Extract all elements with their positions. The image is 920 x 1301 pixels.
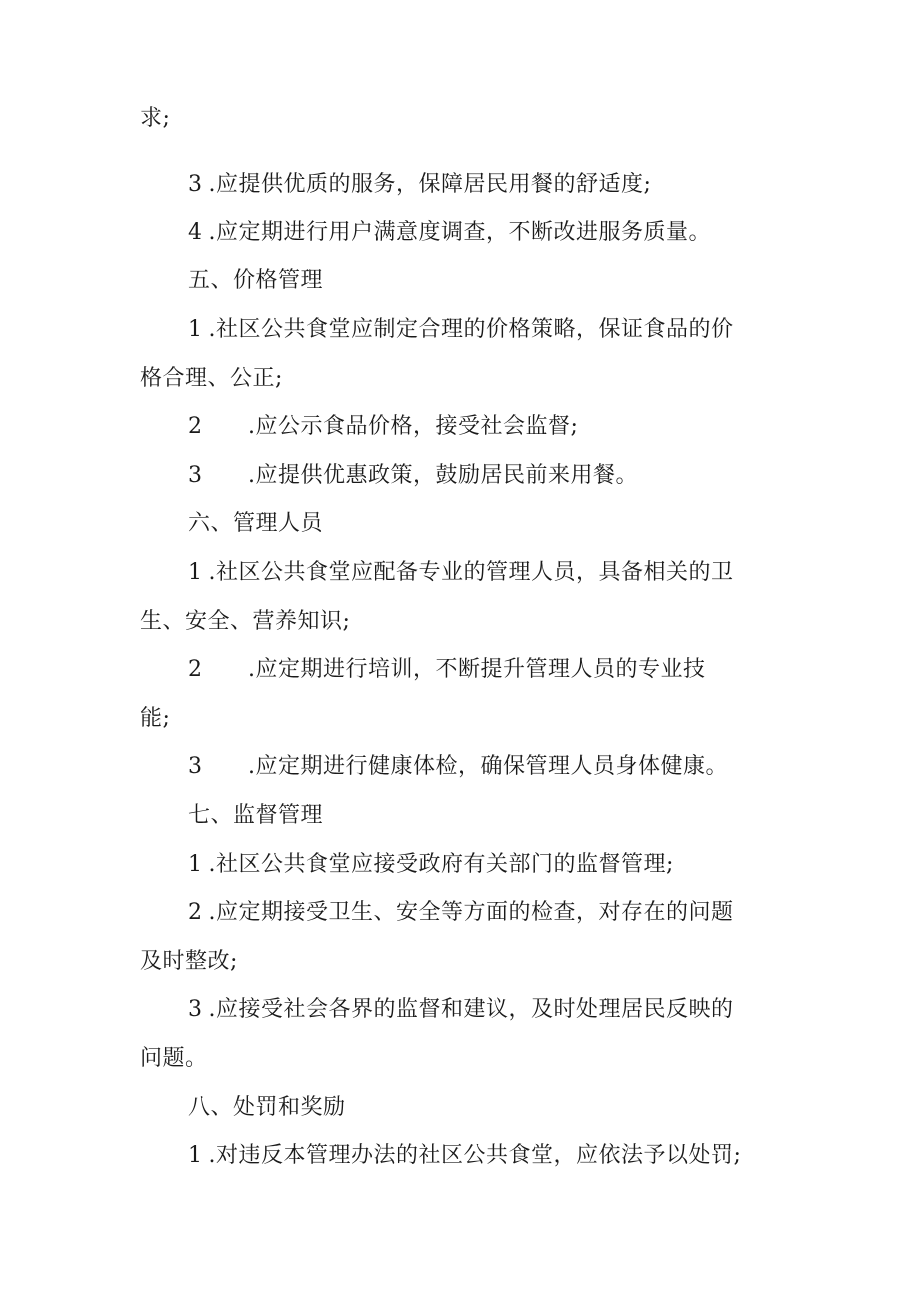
list-item — [188, 412, 790, 442]
item-number: 2 — [188, 414, 203, 439]
line-text: 求; — [140, 106, 171, 131]
paragraph-line — [140, 364, 790, 394]
item-number: 1 — [188, 852, 203, 877]
item-text: .应定期进行用户满意度调查，不断改进服务质量。 — [208, 220, 711, 245]
item-number: 1 — [188, 1143, 203, 1168]
section-heading — [188, 1093, 790, 1123]
paragraph-line — [140, 607, 790, 637]
item-number: 4 — [188, 220, 203, 245]
item-text: .对违反本管理办法的社区公共食堂，应依法予以处罚; — [208, 1143, 742, 1168]
item-text: .应公示食品价格，接受社会监督; — [248, 414, 579, 439]
item-text: .社区公共食堂应配备专业的管理人员，具备相关的卫 — [208, 560, 734, 585]
paragraph-line — [140, 947, 790, 977]
list-item — [188, 752, 790, 782]
heading-text: 七、监督管理 — [188, 803, 324, 828]
line-text: 及时整改; — [140, 949, 238, 974]
list-item — [188, 461, 790, 491]
item-text: .应接受社会各界的监督和建议，及时处理居民反映的 — [208, 997, 734, 1022]
heading-text: 六、管理人员 — [188, 511, 324, 536]
list-item — [188, 315, 790, 345]
heading-text: 五、价格管理 — [188, 268, 324, 293]
item-text: .社区公共食堂应接受政府有关部门的监督管理; — [208, 852, 674, 877]
item-number: 1 — [188, 560, 203, 585]
list-item — [188, 218, 790, 248]
paragraph-line — [140, 104, 790, 134]
item-number: 1 — [188, 317, 203, 342]
item-text: .应提供优质的服务，保障居民用餐的舒适度; — [208, 172, 652, 197]
item-number: 3 — [188, 172, 203, 197]
item-text: .应定期进行培训，不断提升管理人员的专业技 — [248, 657, 706, 682]
list-item — [188, 558, 790, 588]
list-item — [188, 850, 790, 880]
line-text: 格合理、公正; — [140, 366, 283, 391]
section-heading — [188, 509, 790, 539]
list-item — [188, 995, 790, 1025]
line-text: 问题。 — [140, 1046, 208, 1071]
list-item — [188, 1141, 790, 1171]
section-heading — [188, 266, 790, 296]
item-number: 2 — [188, 657, 203, 682]
item-text: .社区公共食堂应制定合理的价格策略，保证食品的价 — [208, 317, 734, 342]
item-text: .应定期进行健康体检，确保管理人员身体健康。 — [248, 754, 728, 779]
heading-text: 八、处罚和奖励 — [188, 1095, 346, 1120]
list-item — [188, 170, 790, 200]
line-text: 生、安全、营养知识; — [140, 609, 351, 634]
paragraph-line — [140, 704, 790, 734]
item-text: .应提供优惠政策，鼓励居民前来用餐。 — [248, 463, 638, 488]
item-number: 3 — [188, 463, 203, 488]
line-text: 能; — [140, 706, 171, 731]
list-item — [188, 898, 790, 928]
list-item — [188, 655, 790, 685]
section-heading — [188, 801, 790, 831]
paragraph-line — [140, 1044, 790, 1074]
item-number: 3 — [188, 997, 203, 1022]
item-text: .应定期接受卫生、安全等方面的检查，对存在的问题 — [208, 900, 734, 925]
item-number: 3 — [188, 754, 203, 779]
item-number: 2 — [188, 900, 203, 925]
